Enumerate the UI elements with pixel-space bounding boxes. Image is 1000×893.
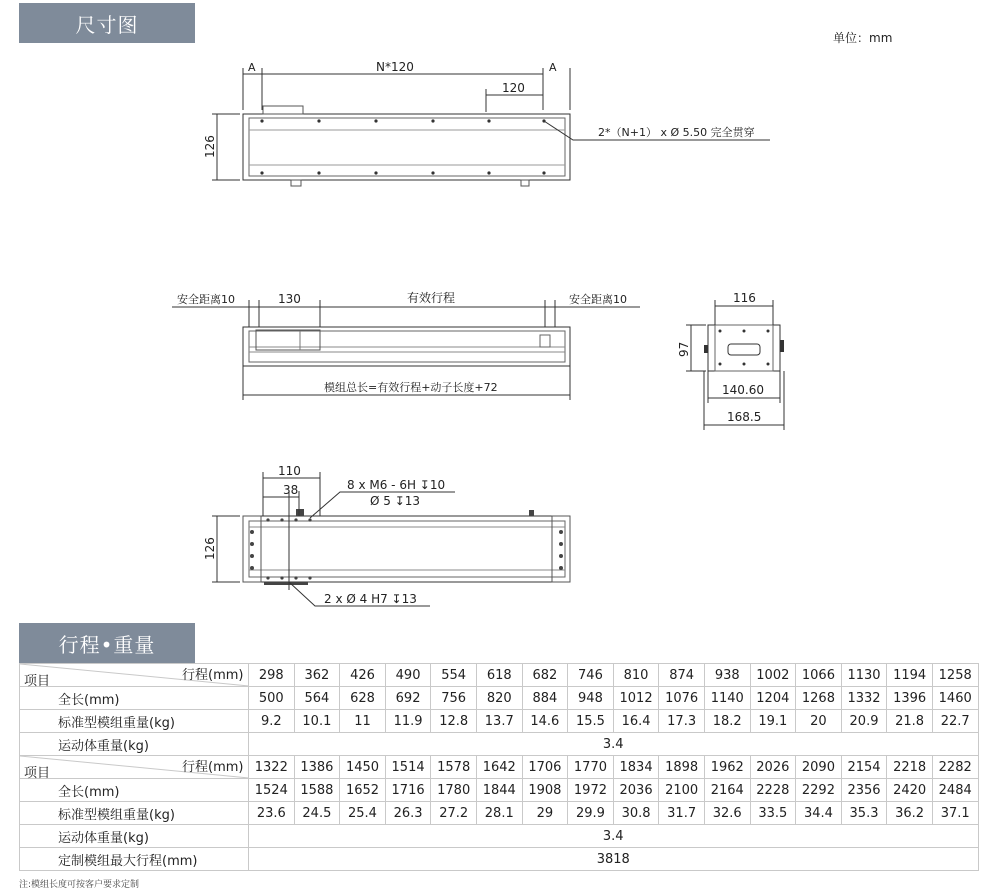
table-cell: 2292 <box>796 779 842 802</box>
table-cell: 2026 <box>750 756 796 779</box>
table-cell: 16.4 <box>613 710 659 733</box>
table-cell: 1460 <box>932 687 978 710</box>
table-cell: 11.9 <box>385 710 431 733</box>
table-row <box>20 825 979 848</box>
table-cell: 1908 <box>522 779 568 802</box>
top-dim-pitch-single: 120 <box>502 81 525 95</box>
table-cell: 490 <box>385 664 431 687</box>
table-row <box>20 756 979 779</box>
table-cell: 2356 <box>841 779 887 802</box>
table-cell: 1972 <box>568 779 614 802</box>
carriage-height: 126 <box>203 537 217 560</box>
table-corner-cell <box>20 756 249 779</box>
table-cell: 1450 <box>340 756 386 779</box>
table-cell: 1844 <box>476 779 522 802</box>
table-cell: 36.2 <box>887 802 933 825</box>
carriage-thread-callout-2: Ø 5 ↧13 <box>370 494 421 508</box>
table-cell: 884 <box>522 687 568 710</box>
table-cell: 29.9 <box>568 802 614 825</box>
table-row <box>20 848 979 871</box>
table-cell: 1514 <box>385 756 431 779</box>
table-cell: 1780 <box>431 779 477 802</box>
side-safety-left: 安全距离10 <box>177 293 235 306</box>
table-cell: 1652 <box>340 779 386 802</box>
table-cell: 810 <box>613 664 659 687</box>
table-cell: 1834 <box>613 756 659 779</box>
table-cell: 25.4 <box>340 802 386 825</box>
table-cell: 17.3 <box>659 710 705 733</box>
end-height: 97 <box>677 341 691 357</box>
side-safety-right: 安全距离10 <box>569 293 627 306</box>
table-cell: 37.1 <box>932 802 978 825</box>
table-cell: 938 <box>704 664 750 687</box>
carriage-dim-110: 110 <box>278 464 301 478</box>
table-cell: 1204 <box>750 687 796 710</box>
table-cell: 1578 <box>431 756 477 779</box>
top-dim-a-left: A <box>248 61 256 74</box>
footnote: 注:模组长度可按客户要求定制 <box>19 880 140 890</box>
table-cell: 27.2 <box>431 802 477 825</box>
row-label-max-stroke: 定制模组最大行程(mm) <box>20 848 249 871</box>
row-label-std-weight: 标准型模组重量(kg) <box>20 802 249 825</box>
side-effective-stroke: 有效行程 <box>407 291 456 305</box>
table-cell: 1322 <box>249 756 295 779</box>
table-cell: 26.3 <box>385 802 431 825</box>
table-cell: 874 <box>659 664 705 687</box>
table-row <box>20 802 979 825</box>
table-cell: 24.5 <box>294 802 340 825</box>
spec-table <box>19 663 979 871</box>
end-width-bottom: 168.5 <box>727 410 762 424</box>
corner-item-label: 项目 <box>24 766 51 781</box>
table-cell: 2154 <box>841 756 887 779</box>
table-cell: 426 <box>340 664 386 687</box>
table-cell: 2218 <box>887 756 933 779</box>
table-cell: 1386 <box>294 756 340 779</box>
table-cell: 15.5 <box>568 710 614 733</box>
table-cell: 2228 <box>750 779 796 802</box>
table-cell: 1012 <box>613 687 659 710</box>
top-dim-pitch: N*120 <box>376 60 414 74</box>
table-cell: 21.8 <box>887 710 933 733</box>
table-cell: 1716 <box>385 779 431 802</box>
row-label-std-weight: 标准型模组重量(kg) <box>20 710 249 733</box>
table-cell: 1076 <box>659 687 705 710</box>
row-label-moving-weight: 运动体重量(kg) <box>20 825 249 848</box>
table-cell: 9.2 <box>249 710 295 733</box>
row-label-moving-weight: 运动体重量(kg) <box>20 733 249 756</box>
table-cell: 20 <box>796 710 842 733</box>
table-cell: 618 <box>476 664 522 687</box>
top-hole-callout: 2*（N+1） x Ø 5.50 完全贯穿 <box>598 126 755 139</box>
table-cell: 33.5 <box>750 802 796 825</box>
table-row <box>20 687 979 710</box>
table-cell: 30.8 <box>613 802 659 825</box>
table-cell: 1258 <box>932 664 978 687</box>
table-cell: 692 <box>385 687 431 710</box>
top-dim-height: 126 <box>203 135 217 158</box>
section-header-stroke-weight: 行程•重量 <box>19 623 195 663</box>
corner-stroke-label: 行程(mm) <box>182 760 244 775</box>
table-cell: 1706 <box>522 756 568 779</box>
end-width-mid: 140.60 <box>722 383 764 397</box>
table-cell: 628 <box>340 687 386 710</box>
table-cell: 31.7 <box>659 802 705 825</box>
section-header-dimensions: 尺寸图 <box>19 3 195 43</box>
table-cell: 35.3 <box>841 802 887 825</box>
table-cell: 948 <box>568 687 614 710</box>
carriage-thread-callout-1: 8 x M6 - 6H ↧10 <box>347 478 446 492</box>
table-cell: 2100 <box>659 779 705 802</box>
table-cell: 2164 <box>704 779 750 802</box>
moving-weight-value: 3.4 <box>249 733 979 756</box>
table-cell: 1066 <box>796 664 842 687</box>
table-cell: 1588 <box>294 779 340 802</box>
table-cell: 19.1 <box>750 710 796 733</box>
table-cell: 12.8 <box>431 710 477 733</box>
table-cell: 14.6 <box>522 710 568 733</box>
table-cell: 746 <box>568 664 614 687</box>
table-cell: 1642 <box>476 756 522 779</box>
corner-stroke-label: 行程(mm) <box>182 668 244 683</box>
top-dim-a-right: A <box>549 61 557 74</box>
max-stroke-value: 3818 <box>249 848 979 871</box>
table-cell: 23.6 <box>249 802 295 825</box>
table-cell: 1396 <box>887 687 933 710</box>
table-cell: 2090 <box>796 756 842 779</box>
table-cell: 298 <box>249 664 295 687</box>
table-row <box>20 779 979 802</box>
table-cell: 2484 <box>932 779 978 802</box>
table-cell: 18.2 <box>704 710 750 733</box>
table-cell: 500 <box>249 687 295 710</box>
table-cell: 1962 <box>704 756 750 779</box>
table-cell: 1130 <box>841 664 887 687</box>
table-cell: 1194 <box>887 664 933 687</box>
carriage-view <box>212 472 570 606</box>
table-cell: 34.4 <box>796 802 842 825</box>
carriage-dim-38: 38 <box>283 483 299 497</box>
table-cell: 362 <box>294 664 340 687</box>
moving-weight-value: 3.4 <box>249 825 979 848</box>
end-width-top: 116 <box>733 291 756 305</box>
table-cell: 11 <box>340 710 386 733</box>
table-cell: 1332 <box>841 687 887 710</box>
table-row <box>20 710 979 733</box>
corner-item-label: 项目 <box>24 674 51 689</box>
table-cell: 32.6 <box>704 802 750 825</box>
table-cell: 682 <box>522 664 568 687</box>
table-cell: 1268 <box>796 687 842 710</box>
row-label-full-length: 全长(mm) <box>20 687 249 710</box>
table-cell: 1524 <box>249 779 295 802</box>
table-cell: 22.7 <box>932 710 978 733</box>
table-cell: 564 <box>294 687 340 710</box>
table-cell: 554 <box>431 664 477 687</box>
table-cell: 1770 <box>568 756 614 779</box>
table-corner-cell <box>20 664 249 687</box>
table-cell: 2420 <box>887 779 933 802</box>
table-row <box>20 664 979 687</box>
row-label-full-length: 全长(mm) <box>20 779 249 802</box>
table-cell: 820 <box>476 687 522 710</box>
table-cell: 2036 <box>613 779 659 802</box>
side-total-length: 模组总长=有效行程+动子长度+72 <box>324 381 498 394</box>
table-cell: 29 <box>522 802 568 825</box>
table-row <box>20 733 979 756</box>
table-cell: 756 <box>431 687 477 710</box>
table-cell: 10.1 <box>294 710 340 733</box>
carriage-pin-callout: 2 x Ø 4 H7 ↧13 <box>324 592 417 606</box>
unit-label: 单位：mm <box>833 31 893 45</box>
table-cell: 1898 <box>659 756 705 779</box>
table-cell: 1002 <box>750 664 796 687</box>
side-dim-offset: 130 <box>278 292 301 306</box>
table-cell: 2282 <box>932 756 978 779</box>
table-cell: 28.1 <box>476 802 522 825</box>
table-cell: 13.7 <box>476 710 522 733</box>
table-cell: 20.9 <box>841 710 887 733</box>
table-cell: 1140 <box>704 687 750 710</box>
